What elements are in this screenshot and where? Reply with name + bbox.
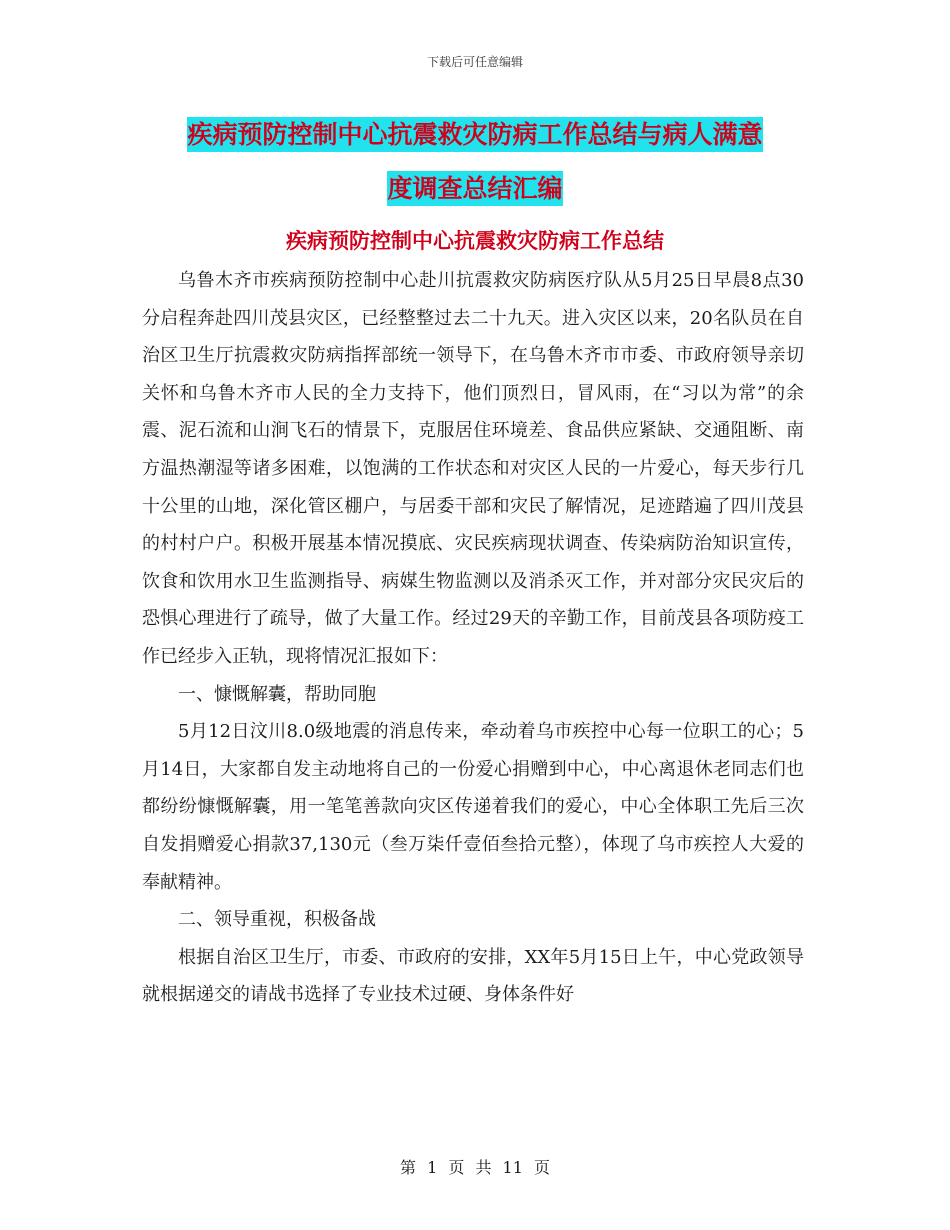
heading-two: 二、领导重视，积极备战	[178, 909, 376, 931]
page-footer: 第 1 页 共 11 页	[400, 1158, 550, 1177]
section-title: 疾病预防控制中心抗震救灾防病工作总结	[286, 228, 664, 253]
title-line-2: 度调查总结汇编	[387, 171, 562, 206]
paragraph-donation: 5月12日汶川8.0级地震的消息传来，牵动着乌市疾控中心每一位职工的心；5月14日，大家都自发主动地将自己的一份爱心捐赠到中心，中心离退休老同志们也都纷纷慷慨解囊，用一笔笔善款向灾区传递着我们的爱心，中心全体职工先后三次自发捐赠爱心捐款37,130元（叁万柒仟壹佰叁拾元整），体现了乌市疾控人大爱的奉献精神。	[142, 721, 804, 893]
paragraph-preparation: 根据自治区卫生厅，市委、市政府的安排，XX年5月15日上午，中心党政领导就根据递交的请战书选择了专业技术过硬、身体条件好	[142, 946, 804, 1006]
heading-one: 一、慷慨解囊，帮助同胞	[178, 683, 376, 705]
document-title	[140, 108, 810, 216]
header-note: 下载后可任意编辑	[426, 55, 523, 69]
title-line-1: 疾病预防控制中心抗震救灾防病工作总结与病人满意	[187, 117, 762, 152]
paragraph-intro: 乌鲁木齐市疾病预防控制中心赴川抗震救灾防病医疗队从5月25日早晨8点30分启程奔赴四川茂县灾区，已经整整过去二十九天。进入灾区以来，20名队员在自治区卫生厅抗震救灾防病指挥部统一领导下，在乌鲁木齐市市委、市政府领导亲切关怀和乌鲁木齐市人民的全力支持下，他们顶烈日，冒风雨，在“习以为常”的余震、泥石流和山涧飞石的情景下，克服居住环境差、食品供应紧缺、交通阻断、南方温热潮湿等诸多困难，以饱满的工作状态和对灾区人民的一片爱心，每天步行几十公里的山地，深化管区棚户，与居委干部和灾民了解情况，足迹踏遍了四川茂县的村村户户。积极开展基本情况摸底、灾民疾病现状调查、传染病防治知识宣传，饮食和饮用水卫生监测指导、病媒生物监测以及消杀灭工作，并对部分灾民灾后的恐惧心理进行了疏导，做了大量工作。经过29天的辛勤工作，目前茂县各项防疫工作已经步入正轨，现将情况汇报如下：	[142, 270, 804, 667]
body-text	[142, 262, 804, 1014]
